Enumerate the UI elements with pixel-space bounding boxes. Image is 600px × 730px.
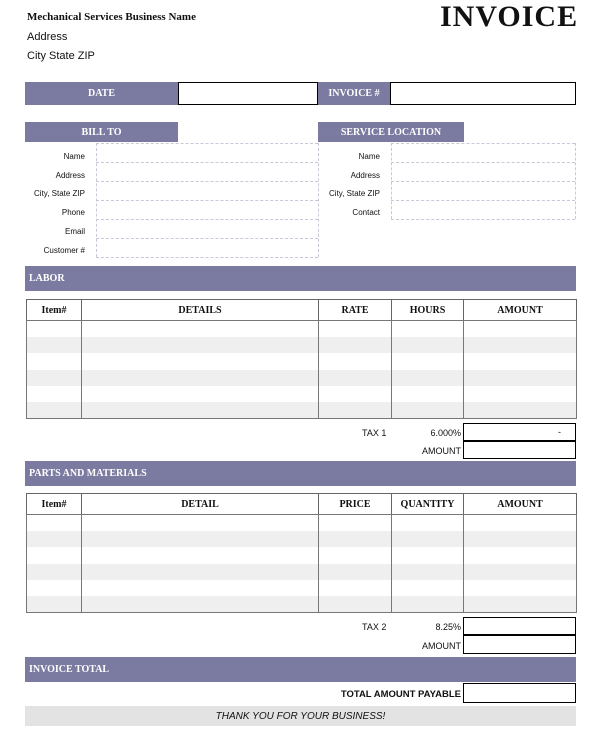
invoice-number-label: INVOICE # <box>318 82 390 105</box>
labor-col-rate: RATE <box>319 300 392 321</box>
bill-to-field-line <box>96 143 318 144</box>
parts-col-price: PRICE <box>319 494 392 515</box>
parts-col-amount: AMOUNT <box>464 494 577 515</box>
bill-to-name-field[interactable] <box>96 162 318 163</box>
labor-amount-field[interactable] <box>463 441 576 459</box>
labor-col-hours: HOURS <box>392 300 464 321</box>
service-city-label: City, State ZIP <box>329 189 380 198</box>
table-row[interactable] <box>27 321 577 338</box>
labor-tax-amount[interactable]: - <box>463 423 576 441</box>
bill-to-city-label: City, State ZIP <box>34 189 85 198</box>
bill-to-address-field[interactable] <box>96 181 318 182</box>
labor-table <box>26 299 577 419</box>
service-address-label: Address <box>350 171 380 180</box>
bill-to-phone-label: Phone <box>61 208 85 217</box>
date-field[interactable] <box>178 82 318 105</box>
bill-to-name-label: Name <box>63 152 85 161</box>
table-row[interactable] <box>27 337 577 353</box>
table-row[interactable] <box>27 402 577 419</box>
total-payable-label: TOTAL AMOUNT PAYABLE <box>340 689 461 700</box>
table-row[interactable] <box>27 580 577 596</box>
business-name: Mechanical Services Business Name <box>27 11 196 23</box>
service-contact-field[interactable] <box>391 219 575 220</box>
parts-table-header <box>27 494 577 515</box>
parts-col-item: Item# <box>27 494 82 515</box>
invoice-title: INVOICE <box>440 0 579 33</box>
table-row[interactable] <box>27 386 577 402</box>
thank-you-message: THANK YOU FOR YOUR BUSINESS! <box>25 706 576 726</box>
bill-to-customer-field[interactable] <box>96 257 318 258</box>
service-name-label: Name <box>358 152 380 161</box>
parts-table <box>26 493 577 613</box>
service-city-field[interactable] <box>391 200 575 201</box>
total-payable-field[interactable] <box>463 683 576 703</box>
business-city-state-zip: City State ZIP <box>27 50 95 62</box>
table-row[interactable] <box>27 531 577 547</box>
labor-table-header <box>27 300 577 321</box>
parts-col-detail: DETAIL <box>82 494 319 515</box>
bill-to-customer-label: Customer # <box>43 246 85 255</box>
date-label: DATE <box>25 82 178 105</box>
business-address: Address <box>27 31 68 43</box>
bill-to-email-label: Email <box>64 227 85 236</box>
labor-col-item: Item# <box>27 300 82 321</box>
service-name-field[interactable] <box>391 162 575 163</box>
labor-col-amount: AMOUNT <box>464 300 577 321</box>
parts-amount-field[interactable] <box>463 635 576 654</box>
service-location-header: SERVICE LOCATION <box>318 122 464 142</box>
bill-to-phone-field[interactable] <box>96 219 318 220</box>
table-row[interactable] <box>27 564 577 580</box>
bill-to-header: BILL TO <box>25 122 178 142</box>
table-row[interactable] <box>27 596 577 613</box>
parts-section-header: PARTS AND MATERIALS <box>25 461 576 486</box>
service-contact-label: Contact <box>352 208 380 217</box>
labor-section-header: LABOR <box>25 266 576 291</box>
bill-to-address-label: Address <box>55 171 85 180</box>
parts-amount-label: AMOUNT <box>422 641 461 651</box>
bill-to-email-field[interactable] <box>96 238 318 239</box>
labor-tax-rate: 6.000% <box>430 428 461 438</box>
parts-col-quantity: QUANTITY <box>392 494 464 515</box>
parts-tax-label: TAX 2 <box>362 622 387 632</box>
bill-to-city-field[interactable] <box>96 200 318 201</box>
parts-tax-rate: 8.25% <box>435 622 461 632</box>
labor-tax-label: TAX 1 <box>362 428 387 438</box>
table-row[interactable] <box>27 370 577 386</box>
table-row[interactable] <box>27 547 577 563</box>
parts-tax-amount[interactable] <box>463 617 576 635</box>
service-field-line <box>391 143 575 144</box>
service-field-border <box>575 143 576 219</box>
table-row[interactable] <box>27 515 577 532</box>
invoice-total-header: INVOICE TOTAL <box>25 657 576 682</box>
table-row[interactable] <box>27 353 577 369</box>
labor-amount-label: AMOUNT <box>422 446 461 456</box>
labor-col-details: DETAILS <box>82 300 319 321</box>
invoice-number-field[interactable] <box>390 82 576 105</box>
service-address-field[interactable] <box>391 181 575 182</box>
